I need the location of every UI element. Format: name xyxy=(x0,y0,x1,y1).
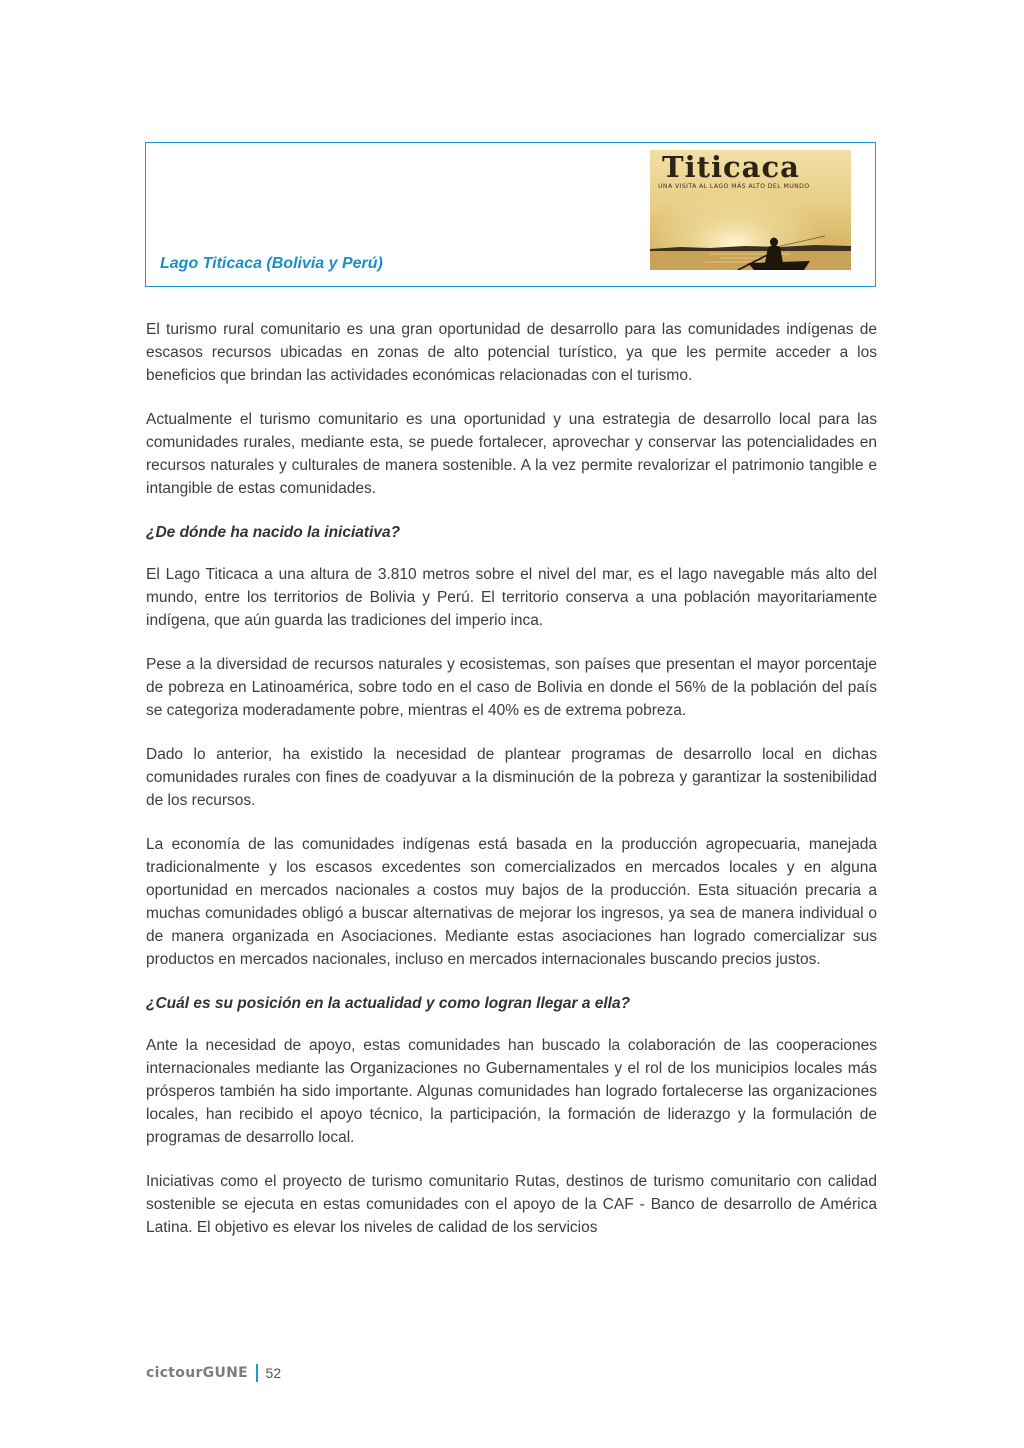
header-box xyxy=(145,142,876,287)
footer-divider xyxy=(256,1364,258,1382)
section-heading: ¿De dónde ha nacido la iniciativa? xyxy=(146,524,401,541)
photo-subtitle: UNA VISITA AL LAGO MÁS ALTO DEL MUNDO xyxy=(658,183,810,190)
paragraph: La economía de las comunidades indígenas está basada en la producción agropecuaria, manejada tradicionalmente y los escasos excedentes son comercializados en mercados locales y en alguna oportunidad en mercados nacionales a costos muy bajos de la producción. Esta situación precaria a muchas comunidades obligó a buscar alternativas de mejorar los ingresos, ya sea de manera individual o de manera organizada en Asociaciones. Mediante estas asociaciones han logrado comercializar sus productos en mercados nacionales, incluso en mercados internacionales buscando precios justos. xyxy=(146,836,877,968)
cictourgune-logo: cictourGUNE xyxy=(146,1365,249,1381)
paragraph: Iniciativas como el proyecto de turismo comunitario Rutas, destinos de turismo comunitario con calidad sostenible se ejecuta en estas comunidades con el apoyo de la CAF - Banco de desarrollo de América Latina. El objetivo es elevar los niveles de calidad de los servicios xyxy=(146,1173,877,1236)
photo-title: Titicaca xyxy=(662,150,800,184)
paragraph: Actualmente el turismo comunitario es una oportunidad y una estrategia de desarrollo local para las comunidades rurales, mediante esta, se puede fortalecer, aprovechar y conservar las potencialidades en recursos naturales y culturales de manera sostenible. A la vez permite revalorizar el patrimonio tangible e intangible de estas comunidades. xyxy=(146,411,877,497)
page-footer xyxy=(146,1362,281,1384)
paragraph: Ante la necesidad de apoyo, estas comunidades han buscado la colaboración de las cooperaciones internacionales mediante las Organizaciones no Gubernamentales y el rol de los municipios locales más prósperos también ha sido importante. Algunas comunidades han logrado fortalecerse las organizaciones locales, han recibido el apoyo técnico, la participación, la formación de liderazgo y la formulación de programas de desarrollo local. xyxy=(146,1037,877,1146)
paragraph: Dado lo anterior, ha existido la necesidad de plantear programas de desarrollo local en dichas comunidades rurales con fines de coadyuvar a la disminución de la pobreza y garantizar la sostenibilidad de los recursos. xyxy=(146,746,877,809)
paragraph: El Lago Titicaca a una altura de 3.810 metros sobre el nivel del mar, es el lago navegable más alto del mundo, entre los territorios de Bolivia y Perú. El territorio conserva a una población mayoritariamente indígena, que aún guarda las tradiciones del imperio inca. xyxy=(146,566,877,629)
page-number: 52 xyxy=(265,1365,282,1381)
titicaca-photo xyxy=(650,150,851,270)
article-body xyxy=(146,318,877,1260)
paragraph: Pese a la diversidad de recursos naturales y ecosistemas, son países que presentan el mayor porcentaje de pobreza en Latinoamérica, sobre todo en el caso de Bolivia en donde el 56% de la población del país se categoriza moderadamente pobre, mientras el 40% es de extrema pobreza. xyxy=(146,656,877,719)
paragraph: El turismo rural comunitario es una gran oportunidad de desarrollo para las comunidades indígenas de escasos recursos ubicadas en zonas de alto potencial turístico, ya que les permite acceder a los beneficios que brindan las actividades económicas relacionadas con el turismo. xyxy=(146,321,877,384)
header-caption: Lago Titicaca (Bolivia y Perú) xyxy=(160,255,383,272)
section-heading: ¿Cuál es su posición en la actualidad y como logran llegar a ella? xyxy=(146,995,631,1012)
